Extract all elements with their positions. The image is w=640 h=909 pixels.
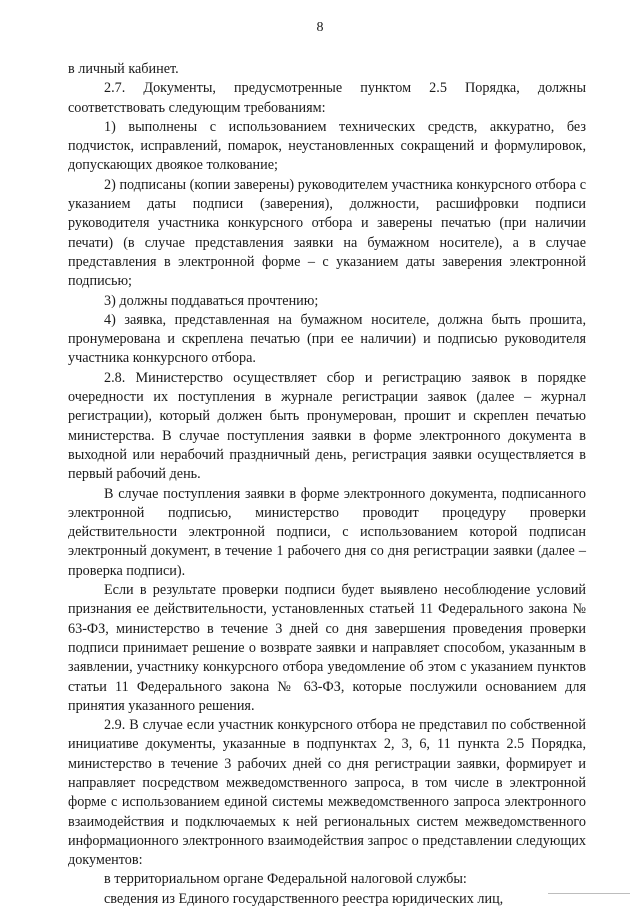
scan-edge-line <box>548 893 630 894</box>
paragraph: 2.9. В случае если участник конкурсного отбора не представил по собственной инициативе документы, указанные в подпунктах 2, 3, 6, 11 пункта 2.5 Порядка, министерство в течение 3 рабочих дней со дня регистрации заявки, формирует и направляет посредством межведомственного запроса, в том числе в электронной форме с использованием единой системы межведомственного запроса электронного взаимодействия и подключаемых к ней региональных систем межведомственного информационного электронного взаимодействия запрос о представлении следующих документов: <box>68 717 586 869</box>
paragraph: сведения из Единого государственного реестра юридических лиц, <box>104 890 504 907</box>
paragraph: в территориальном органе Федеральной налоговой службы: <box>104 871 467 888</box>
paragraph: 4) заявка, представленная на бумажном носителе, должна быть прошита, пронумерована и скреплена печатью (при ее наличии) и подписью руководителя участника конкурсного отбора. <box>68 311 586 367</box>
document-body <box>68 60 586 909</box>
paragraph: 2.7. Документы, предусмотренные пунктом 2.5 Порядка, должны соответствовать следующим требованиям: <box>68 80 586 116</box>
paragraph: В случае поступления заявки в форме электронного документа, подписанного электронной подписью, министерство проводит процедуру проверки действительности электронной подписи, с использованием которой подписан электронный документ, в течение 1 рабочего дня со дня регистрации заявки (далее – проверка подписи). <box>68 485 586 579</box>
paragraph: 2) подписаны (копии заверены) руководителем участника конкурсного отбора с указанием даты подписи (заверения), должности, расшифровки подписи руководителя участника конкурсного отбора и заверены печатью (при наличии печати) (в случае представления заявки на бумажном носителе), а в случае представления в электронной форме – с указанием даты заверения электронной подписью; <box>68 176 586 290</box>
paragraph: в личный кабинет. <box>68 61 179 77</box>
paragraph: 2.8. Министерство осуществляет сбор и регистрацию заявок в порядке очередности их поступления в журнале регистрации заявок (далее – журнал регистрации), который должен быть пронумерован, прошит и скреплен печатью министерства. В случае поступления заявки в форме электронного документа в выходной или нерабочий праздничный день, регистрация заявки осуществляется в первый рабочий день. <box>68 369 586 483</box>
paragraph: 1) выполнены с использованием технических средств, аккуратно, без подчисток, исправлений, помарок, неустановленных сокращений и формулировок, допускающих двоякое толкование; <box>68 118 586 174</box>
paragraph: Если в результате проверки подписи будет выявлено несоблюдение условий признания ее действительности, установленных статьей 11 Федерального закона № 63-ФЗ, министерство в течение 3 дней со дня завершения проведения проверки подписи принимает решение о возврате заявки и направляет способом, указанным в заявлении, участнику конкурсного отбора уведомление об этом с указанием пунктов статьи 11 Федерального закона № 63-ФЗ, которые послужили основанием для принятия указанного решения. <box>68 582 586 714</box>
page-number: 8 <box>316 20 324 35</box>
paragraph: 3) должны поддаваться прочтению; <box>104 292 319 309</box>
